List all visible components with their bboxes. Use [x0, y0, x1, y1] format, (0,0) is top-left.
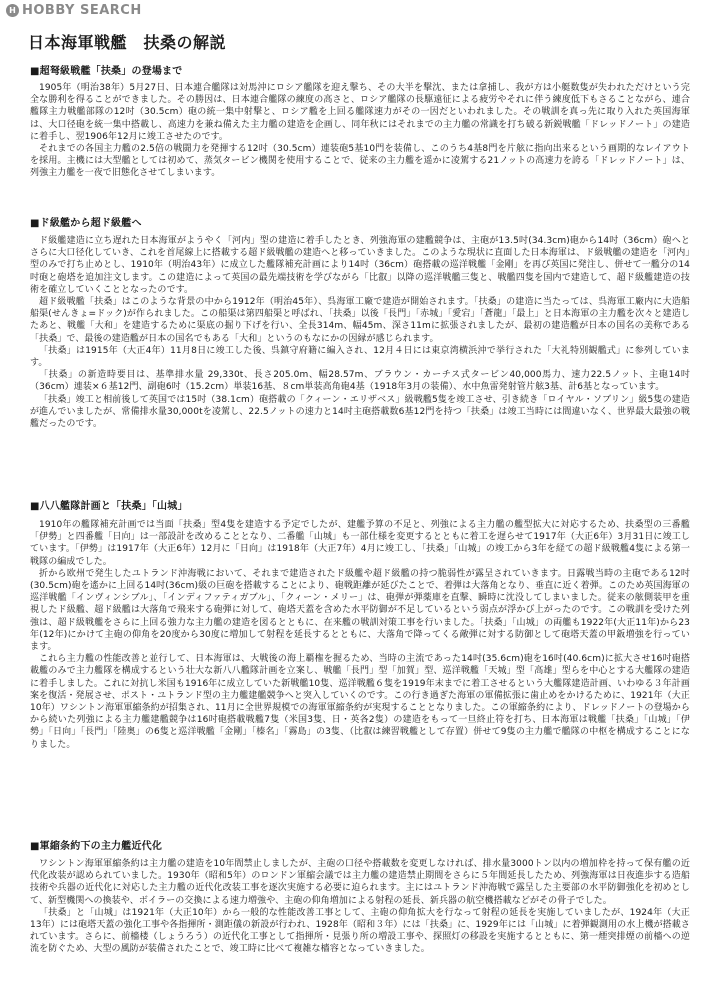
- paragraph: 「扶桑」の新造時要目は、基準排水量 29,330t、長さ205.0m、幅28.57m、ブラウン・カーチス式タービン40,000馬力、速力22.5ノット、主砲14吋（36cm）連装×６基12門、副砲6吋（15.2cm）単装16基、８cm単装高角砲4基（1918年3月の装備）、水中魚雷発射管片舷3基、計6基となっています。: [30, 370, 690, 393]
- paragraph: これら主力艦の性能改善と並行して、日本海軍は、大戦後の海上覇権を握るため、当時の主流であった14吋(35.6cm)砲を16吋(40.6cm)に拡大させ16吋砲搭載艦のみで主力艦隊を構成するという壮大な新八八艦隊計画を立案し、戦艦「長門」型「加賀」型、巡洋戦艦「天城」型「高雄」型らを中心とする大艦隊の建造に着手しました。これに対抗し米国も1916年に成立していた新戦艦10隻、巡洋戦艦６隻を1919年末までに着工させるという大艦隊建造計画、いわゆる３年計画案を復活・発展させ、ポスト・ユトランド型の主力艦建艦競争へと突入していくのです。この行き過ぎた海軍の軍備拡張に歯止めをかけるために、1921年（大正10年）ワシントン海軍軍縮条約が招集され、11月に全世界規模での海軍軍縮条約が実現することとなりました。この軍縮条約により、ドレッドノートの登場からから続いた列強による主力艦建艦競争は16吋砲搭載戦艦7隻（米国3隻、日・英各2隻）の建造をもって一旦終止符を打ち、日本海軍は戦艦「扶桑」「山城」「伊勢」「日向」「長門」「陸奥」の6隻と巡洋戦艦「金剛」「榛名」「霧島」の3隻、（比叡は練習戦艦として存置）併せて9隻の主力艦で艦隊の中枢を構成することになりました。: [30, 654, 690, 750]
- section-heading: ■超弩級戦艦「扶桑」の登場まで: [30, 66, 183, 77]
- paragraph: 1905年（明治38年）5月27日、日本連合艦隊は対馬沖にロシア艦隊を迎え撃ち、その大半を撃沈、または拿捕し、我が方は小艇数隻が失われただけという完全な勝利を得ることができました。その勝因は、日本連合艦隊の練度の高さと、ロシア艦隊の長駆遠征による疲労やそれに伴う練度低下もさることながら、連合艦隊主力戦艦部隊の12吋（30.5cm）砲の統一集中射撃と、ロシア艦を上回る艦隊速力がその一因だといわれました。その戦訓を真っ先に取り入れた英国海軍は、大口径砲を統一集中搭載し、高速力を兼ね備えた主力艦の建造を企画し、同年秋にはそれまでの主力艦の常識を打ち破る新鋭戦艦「ドレッドノート」の建造に着手し、翌1906年12月に竣工させたのです。: [30, 83, 690, 142]
- page-title: 日本海軍戦艦 扶桑の解説: [28, 33, 227, 52]
- paragraph: ワシントン海軍軍縮条約は主力艦の建造を10年間禁止しましたが、主砲の口径や搭載数を変更しなければ、排水量3000トン以内の増加枠を持って保有艦の近代化改装が認められていました。1930年（昭和5年）のロンドン軍縮会議では主力艦の建造禁止期間をさらに５年間延長したため、列強海軍は日夜進歩する造船技術や兵器の近代化に対応した主力艦の近代化改装工事を逐次実施する必要に迫られます。主にはユトランド沖海戦で露呈した主要部の水平防御強化を初めとして、新型機関への換装や、ボイラーの交換による速力増強や、主砲の仰角増加による射程の延長、新兵器の航空機搭載などがその骨子でした。: [30, 859, 690, 906]
- section-body: [30, 235, 690, 430]
- paragraph: 1910年の艦隊補充計画では当面「扶桑」型4隻を建造する予定でしたが、建艦予算の不足と、列強による主力艦の艦型拡大に対応するため、扶桑型の三番艦「伊勢」と四番艦「日向」は一部設計を改めることとなり、二番艦「山城」も一部仕様を変更するとともに着工を遅らせて1917年（大正6年）3月31日に竣工しています。「伊勢」は1917年（大正6年）12月に「日向」は1918年（大正7年）4月に竣工し、「扶桑」「山城」の竣工から3年を経ての超ド級戦艦4隻による第一戦隊の編成でした。: [30, 520, 690, 567]
- paragraph: 「扶桑」は1915年（大正4年）11月8日に竣工した後、呉鎮守府籍に編入され、12月４日には東京湾横浜沖で挙行された「大礼特別観艦式」に参列しています。: [30, 345, 690, 369]
- hobby-search-logo-icon: H: [6, 4, 19, 17]
- paragraph: 「扶桑」と「山城」は1921年（大正10年）から一般的な性能改善工事として、主砲の仰角拡大を行なって射程の延長を実施していましたが、1924年（大正13年）には砲塔天蓋の強化工事や各指揮所・測距儀の新設が行われ、1928年（昭和３年）には「扶桑」に、1929年には「山城」に着弾観測用の水上機が搭載されています。さらに、前檣楼（しょうろう）の近代化工事として指揮所・見張り所の増設工事や、探照灯の移設を実施するとともに、第一煙突排煙の前檣への逆流を防ぐため、大型の風防が装備されたことで、竣工時に比べて複雑な檣容となっていきました。: [30, 907, 690, 955]
- section-body: [30, 519, 690, 751]
- paragraph: 超ド級戦艦「扶桑」はこのような背景の中から1912年（明治45年）、呉海軍工廠で建造が開始されます。「扶桑」の建造に当たっては、呉海軍工廠内に大造船船渠(せんきょ=ドック)が作られました。この船渠は第四船渠と呼ばれ、「扶桑」以後「長門」「赤城」「愛宕」「蒼龍」「最上」と日本海軍の主力艦を次々と建造したあと、戦艦「大和」を建造するために渠底の掘り下げを行い、全長314m、幅45m、深さ11mに拡張されましたが、最初の建造艦が日本の国名の美称である「扶桑」で、最後の建造艦が日本の国名でもある「大和」というのもなにかの因縁が感じられます。: [30, 297, 690, 344]
- paragraph: それまでの各国主力艦の2.5倍の戦闘力を発揮する12吋（30.5cm）連装砲5基10門を装備し、このうち4基8門を片舷に指向出来るという画期的なレイアウトを採用。主機には大型艦としては初めて、蒸気タービン機関を使用することで、従来の主力艦を遥かに凌駕する21ノットの高速力を誇る「ドレッドノート」は、列強主力艦を一夜で旧態化させてしまいます。: [30, 144, 690, 179]
- section-body: [30, 82, 690, 180]
- section-body: [30, 858, 690, 956]
- section-heading: ■八八艦隊計画と「扶桑」「山城」: [30, 501, 188, 512]
- hobby-search-watermark: [6, 2, 142, 18]
- section-heading: ■軍縮条約下の主力艦近代化: [30, 841, 163, 852]
- section-heading: ■ド級艦から超ド級艦へ: [30, 218, 142, 229]
- paragraph: ド級艦建造に立ち遅れた日本海軍がようやく「河内」型の建造に着手したとき、列強海軍の建艦競争は、主砲が13.5吋(34.3cm)砲から14吋（36cm）砲へとさらに大口径化していき、これを首尾線上に搭載する超ド級戦艦の建造へと移っていきました。このような現状に直面した日本海軍は、ド級戦艦の建造を「河内」型のみで打ち止めとし、1910年（明治43年）に成立した艦隊補充計画により14吋（36cm）砲搭載の巡洋戦艦「金剛」を再び英国に発注し、併せて一艦分の14吋砲と砲塔を追加注文します。この建造によって英国の最先端技術を学びながら「比叡」以降の巡洋戦艦三隻と、戦艦四隻を国内で建造して、超ド級艦建造の技術を確立していくこととなったのです。: [30, 236, 690, 295]
- paragraph: 「扶桑」竣工と相前後して英国では15吋（38.1cm）砲搭載の「クィーン・エリザベス」級戦艦5隻を竣工させ、引き続き「ロイヤル・ソブリン」級5隻の建造が進んでいましたが、常備排水量30,000tを凌駕し、22.5ノットの速力と14吋主砲搭載数6基12門を持つ「扶桑」は竣工当時には間違いなく、世界最大最強の戦艦だったのです。: [30, 394, 690, 430]
- watermark-text: HOBBY SEARCH: [22, 2, 142, 18]
- paragraph: 折から欧州で発生したユトランド沖海戦において、それまで建造されたド級艦や超ド級艦の持つ脆弱性が露呈されていきます。日露戦当時の主砲である12吋(30.5cm)砲を遙かに上回る14吋(36cm)級の巨砲を搭載することにより、砲戦距離が延びたことで、着弾は大落角となり、垂直に近く着弾。このため英国海軍の巡洋戦艦「インヴィンシブル」、「インディファティガブル」、「クィーン・メリー」は、砲弾が弾薬庫を直撃、瞬時に沈没してしまいました。従来の舷側装甲を重視したド級艦、超ド級艦は大落角で飛来する砲弾に対して、砲塔天蓋を含めた水平防御が不足しているという弱点が浮かび上がったのです。この戦訓を受けた列強は、超ド級戦艦をさらに上回る強力な主力艦の建造を図るとともに、在来艦の戦訓対策工事を行いました。「扶桑」「山城」の両艦も1922年(大正11年)から23年(12年)にかけて主砲の仰角を20度から30度に増加して射程を延長するとともに、大落角で降ってくる敵弾に対する防御として砲塔天蓋の甲鈑増強を行っています。: [30, 568, 690, 653]
